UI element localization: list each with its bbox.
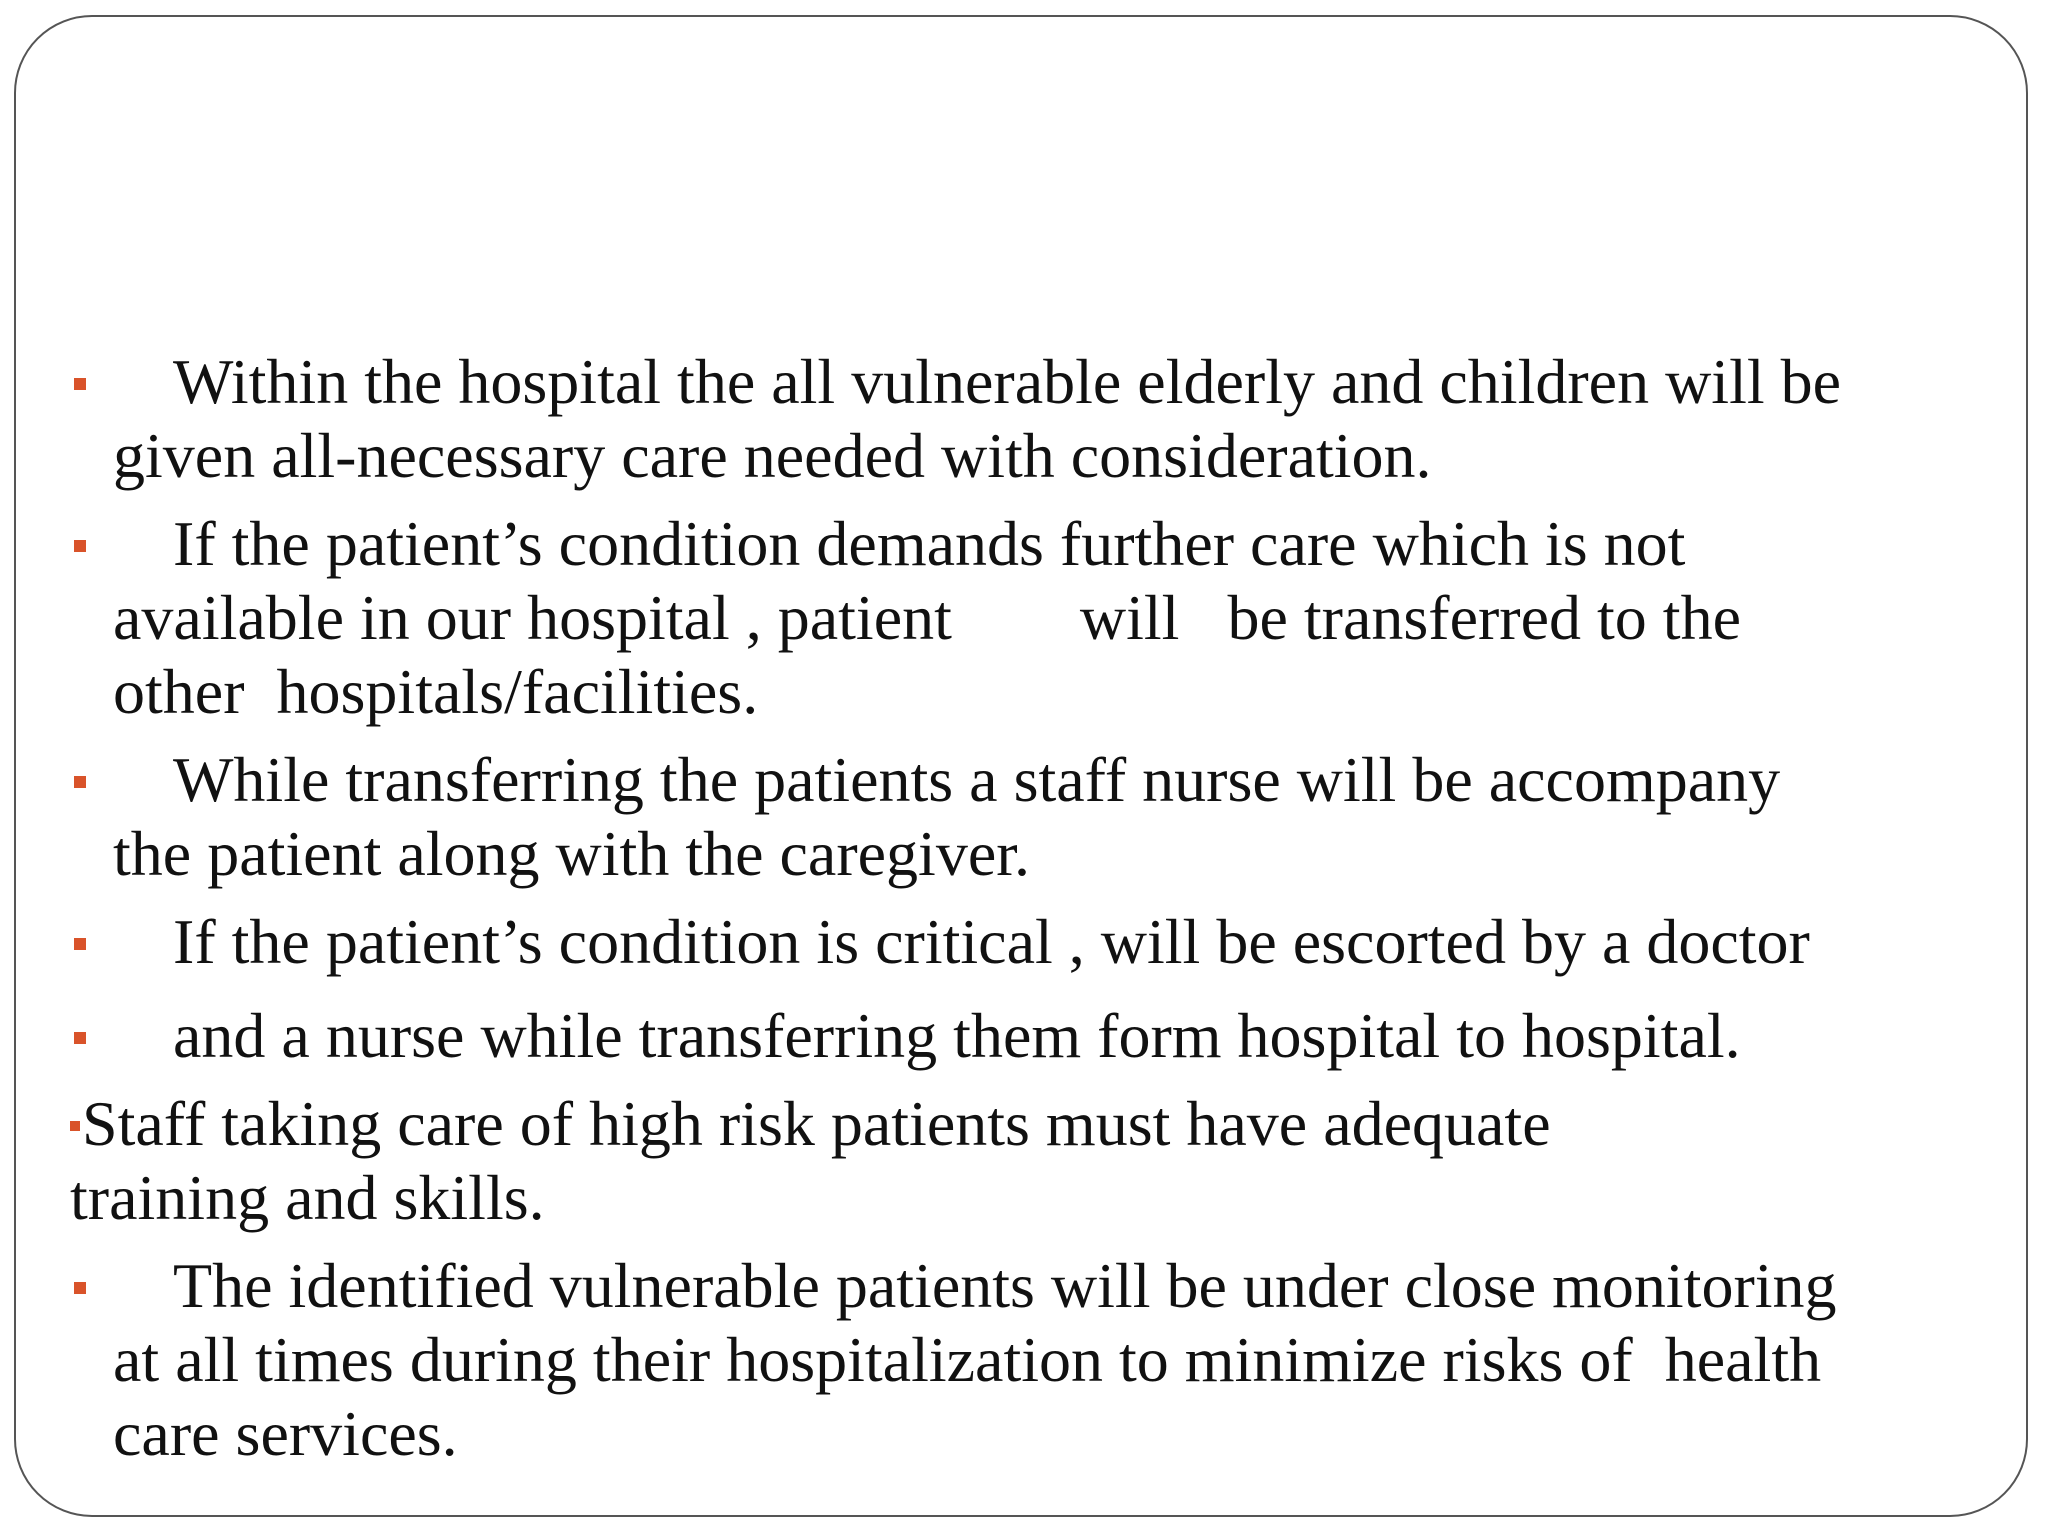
square-bullet-icon	[74, 540, 86, 552]
bullet-item	[70, 1087, 1970, 1235]
bullet-line: available in our hospital , patient will be transferred to the	[113, 582, 1741, 653]
bullet-line: Within the hospital the all vulnerable elderly and children will be	[173, 346, 1842, 417]
bullet-item	[70, 1249, 1970, 1471]
bullet-line: other hospitals/facilities.	[113, 656, 759, 727]
square-bullet-icon	[74, 1282, 86, 1294]
bullet-line: If the patient’s condition demands further care which is not	[173, 508, 1686, 579]
square-bullet-icon	[70, 1121, 80, 1131]
bullet-line: If the patient’s condition is critical , will be escorted by a doctor	[173, 906, 1810, 977]
bullet-item	[70, 507, 1970, 729]
slide-content	[70, 345, 1970, 1485]
bullet-line: Staff taking care of high risk patients must have adequate	[82, 1088, 1551, 1159]
bullet-line: While transferring the patients a staff nurse will be accompany	[173, 744, 1781, 815]
bullet-item	[70, 345, 1970, 493]
square-bullet-icon	[74, 776, 86, 788]
bullet-item	[70, 905, 1970, 979]
bullet-line: training and skills.	[70, 1162, 545, 1233]
square-bullet-icon	[74, 378, 86, 390]
bullet-line: care services.	[113, 1398, 458, 1469]
bullet-item	[70, 999, 1970, 1073]
bullet-line: given all-necessary care needed with consideration.	[113, 420, 1432, 491]
square-bullet-icon	[74, 938, 86, 950]
square-bullet-icon	[74, 1032, 86, 1044]
bullet-line: The identified vulnerable patients will be under close monitoring	[173, 1250, 1837, 1321]
bullet-line: and a nurse while transferring them form hospital to hospital.	[173, 1000, 1741, 1071]
bullet-line: the patient along with the caregiver.	[113, 818, 1030, 889]
bullet-line: at all times during their hospitalization to minimize risks of health	[113, 1324, 1822, 1395]
bullet-item	[70, 743, 1970, 891]
